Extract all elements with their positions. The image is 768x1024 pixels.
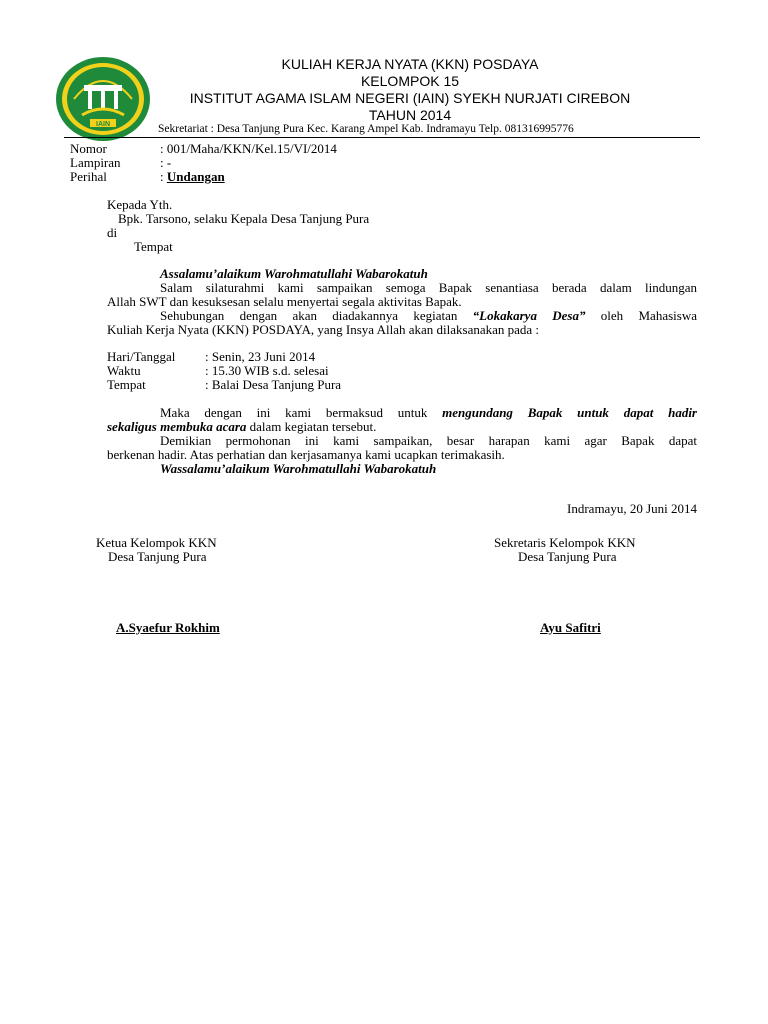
- detail-value-hari: : Senin, 23 Juni 2014: [205, 349, 316, 364]
- letterhead-line-1: KULIAH KERJA NYATA (KKN) POSDAYA: [281, 56, 539, 72]
- left-signatory-name: A.Syaefur Rokhim: [116, 620, 220, 635]
- p1-line-1: Salam silaturahmi kami sampaikan semoga Bapak senantiasa berada dalam lindungan: [160, 280, 697, 295]
- detail-value-tempat: : Balai Desa Tanjung Pura: [205, 377, 342, 392]
- perihal-value: Undangan: [166, 169, 225, 184]
- p4-line-2: berkenan hadir. Atas perhatian dan kerjasamanya kami ucapkan terimakasih.: [107, 447, 505, 462]
- lampiran-value: : -: [160, 155, 172, 170]
- p3-emphasis-1: mengundang Bapak untuk dapat hadir: [442, 405, 697, 420]
- right-signatory-sub: Desa Tanjung Pura: [518, 549, 617, 564]
- p1-line-2: Allah SWT dan kesuksesan selalu menyertai segala aktivitas Bapak.: [107, 294, 462, 309]
- recipient-line-2: Bpk. Tarsono, selaku Kepala Desa Tanjung Pura: [118, 211, 370, 226]
- recipient-line-1: Kepada Yth.: [107, 197, 173, 212]
- left-signatory-title: Ketua Kelompok KKN: [96, 535, 217, 550]
- recipient-line-4: Tempat: [134, 239, 173, 254]
- p2-line-2: Kuliah Kerja Nyata (KKN) POSDAYA, yang Insya Allah akan dilaksanakan pada :: [107, 322, 540, 337]
- right-signatory-name: Ayu Safitri: [540, 620, 601, 635]
- nomor-label: Nomor: [70, 141, 107, 156]
- iain-logo: [54, 55, 152, 143]
- p3-text-b: dalam kegiatan tersebut.: [246, 419, 377, 434]
- lampiran-label: Lampiran: [70, 155, 121, 170]
- perihal-label: Perihal: [70, 169, 107, 184]
- lokakarya-emphasis: “Lokakarya Desa”: [472, 308, 586, 323]
- letterhead-line-3: INSTITUT AGAMA ISLAM NEGERI (IAIN) SYEKH NURJATI CIREBON: [189, 90, 631, 106]
- nomor-value: : 001/Maha/KKN/Kel.15/VI/2014: [160, 141, 337, 156]
- p3-emphasis-2: sekaligus membuka acara: [107, 419, 247, 434]
- greeting: Assalamu’alaikum Warohmatullahi Wabarokatuh: [160, 266, 428, 281]
- letterhead-address: Sekretariat : Desa Tanjung Pura Kec. Karang Ampel Kab. Indramayu Telp. 081316995776: [158, 123, 574, 135]
- right-signatory-title: Sekretaris Kelompok KKN: [494, 535, 636, 550]
- detail-label-hari: Hari/Tanggal: [107, 349, 176, 364]
- p4-line-1: Demikian permohonan ini kami sampaikan, besar harapan kami agar Bapak dapat: [160, 433, 697, 448]
- detail-label-tempat: Tempat: [107, 377, 146, 392]
- perihal-colon: :: [160, 169, 167, 184]
- logo-lettering: IAIN: [96, 121, 110, 128]
- left-signatory-sub: Desa Tanjung Pura: [108, 549, 207, 564]
- letterhead-divider: [64, 137, 700, 138]
- p3-line-1: [160, 406, 697, 420]
- p2-text-a: Sehubungan dengan akan diadakannya kegiatan: [160, 308, 473, 323]
- place-date: Indramayu, 20 Juni 2014: [567, 501, 697, 516]
- recipient-line-3: di: [107, 225, 118, 240]
- detail-value-waktu: : 15.30 WIB s.d. selesai: [205, 363, 329, 378]
- closing-greeting: Wassalamu’alaikum Warohmatullahi Wabarokatuh: [160, 461, 437, 476]
- p3-text-a: Maka dengan ini kami bermaksud untuk: [160, 405, 443, 420]
- letterhead-line-2: KELOMPOK 15: [360, 73, 460, 89]
- p3-line-2: [107, 420, 376, 434]
- p2-line-1: [160, 309, 697, 323]
- p2-text-c: oleh Mahasiswa: [585, 308, 697, 323]
- detail-label-waktu: Waktu: [107, 363, 141, 378]
- perihal-row: [160, 170, 225, 184]
- letterhead-line-4: TAHUN 2014: [368, 107, 452, 123]
